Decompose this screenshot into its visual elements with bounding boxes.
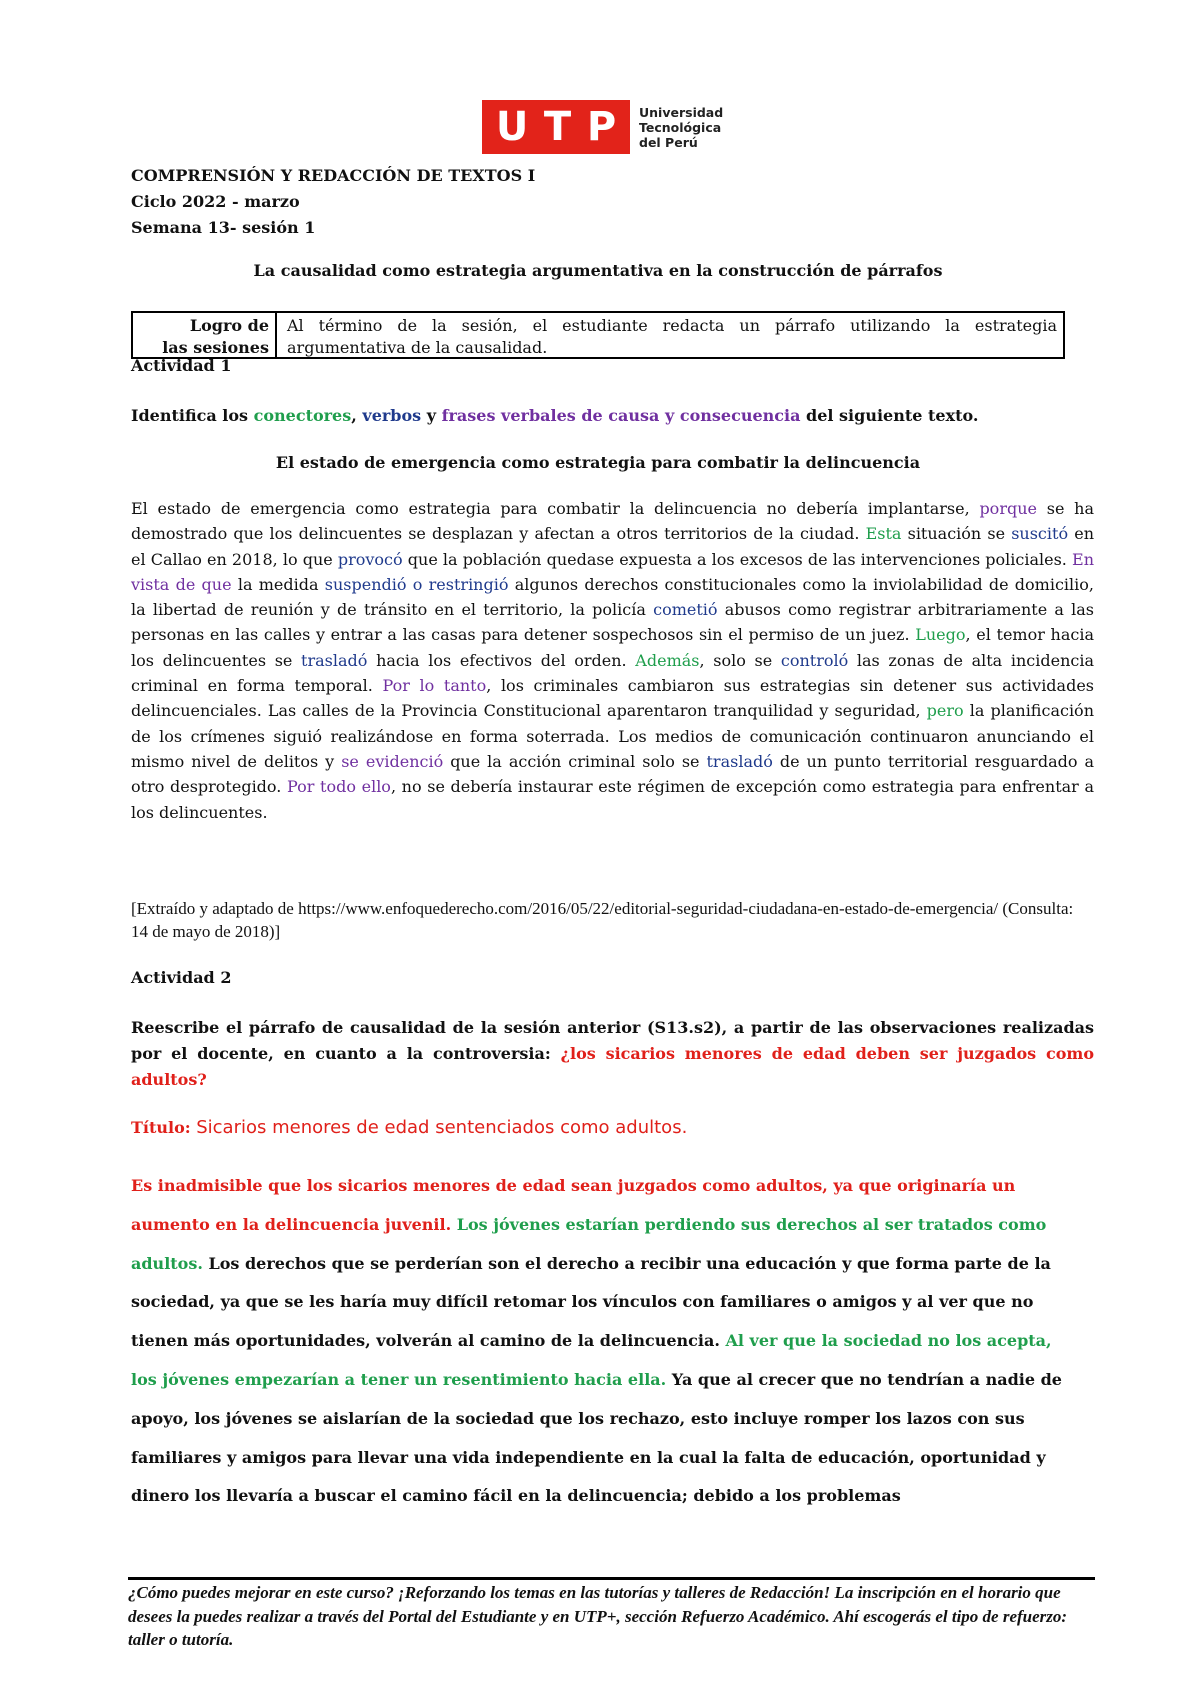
course-cycle: Ciclo 2022 - marzo xyxy=(131,192,300,211)
logro-label xyxy=(133,313,277,357)
activity-1-heading: Actividad 1 xyxy=(131,356,232,375)
connector: Esta xyxy=(865,524,902,544)
body-text: abusos como registrar arbitrariamente a las personas en las calles y entrar a las casas para detener sospechosos sin el permiso de un juez. xyxy=(131,600,1094,645)
body-text: El estado de emergencia como estrategia para combatir la delincuencia no debería implantarse, xyxy=(131,499,980,518)
course-week: Semana 13- sesión 1 xyxy=(131,218,316,237)
logro-table xyxy=(131,311,1065,359)
text-title: El estado de emergencia como estrategia para combatir la delincuencia xyxy=(275,453,921,472)
verb: cometió xyxy=(653,600,718,620)
body-text: las zonas de alta incidencia criminal en forma temporal. xyxy=(131,650,1095,696)
logo-text-line: Tecnológica xyxy=(639,119,722,135)
footer-note: ¿Cómo puedes mejorar en este curso? ¡Reforzando los temas en las tutorías y talleres de Redacción! La inscripción en el horario que desees la puedes realizar a través del Portal del Estudiante y en UTP+, sección Refuerzo Académico. Ahí escogerás el tipo de refuerzo: taller o tutoría. xyxy=(128,1583,1068,1649)
essay-title xyxy=(131,1117,1091,1138)
logo-letter-t: T xyxy=(543,104,572,150)
verbal-phrase: Por todo ello xyxy=(287,777,391,797)
title-label: Título: xyxy=(131,1118,197,1137)
thesis-sentence: Es inadmisible que los sicarios menores de edad sean juzgados como adultos, ya que originaría un aumento en la delincuencia juvenil. xyxy=(131,1176,1016,1234)
logro-label-line: Logro de xyxy=(189,316,269,335)
body-text: se ha demostrado que los delincuentes se desplazan y afectan a otros territorios de la ciudad. xyxy=(131,499,1095,544)
verbal-phrase: En vista de que xyxy=(131,549,1094,594)
verb: provocó xyxy=(337,549,403,569)
body-text: situación se xyxy=(901,524,1012,544)
body-text: la medida xyxy=(231,574,325,594)
support-text: Los derechos que se perderían son el derecho a recibir una educación y que forma parte de la sociedad, ya que se les haría muy difícil retomar los vínculos con familiares o amigos y al ver que no tienen más oportunidades, volverán al camino de la delincuencia. xyxy=(131,1253,1051,1351)
body-text: , solo se xyxy=(699,650,781,670)
support-text: Ya que al crecer que no tendrían a nadie de apoyo, los jóvenes se aislarían de la sociedad que los rechazo, esto incluye romper los lazos con sus familiares y amigos para llevar una vida independiente en la cual la falta de educación, oportunidad y dinero los llevaría a buscar el camino fácil en la delincuencia; debido a los problemas xyxy=(131,1369,1062,1506)
instr-verbal-phrases: frases verbales de causa y consecuencia xyxy=(441,406,801,425)
utp-logo-mark xyxy=(482,100,630,154)
verb: suscitó xyxy=(1011,524,1069,544)
body-text: , no se debería instaurar este régimen de excepción como estrategia para enfrentar a los delincuentes. xyxy=(131,777,1095,822)
body-text: en el Callao en 2018, lo que xyxy=(131,524,1094,569)
session-title: La causalidad como estrategia argumentativa en la construcción de párrafos xyxy=(253,261,943,280)
instr-verbs: verbos xyxy=(362,406,422,425)
logo-text-line: Universidad xyxy=(639,104,724,120)
instr-connectors: conectores xyxy=(253,406,352,425)
source-reference: [Extraído y adaptado de https://www.enfoquederecho.com/2016/05/22/editorial-seguridad-ciudadana-en-estado-de-emergencia/ (Consulta: 14 de mayo de 2018)] xyxy=(131,899,1074,941)
logro-text: Al término de la sesión, el estudiante redacta un párrafo utilizando la estrategia argumentativa de la causalidad. xyxy=(287,316,1057,357)
verb: trasladó xyxy=(301,650,368,670)
utp-logo xyxy=(482,100,723,154)
footer-divider xyxy=(128,1577,1095,1580)
connector: pero xyxy=(926,701,964,721)
body-text: que la población quedase expuesta a los excesos de las intervenciones policiales. xyxy=(402,549,1073,569)
sample-paragraph xyxy=(131,496,1094,825)
activity-1-instructions xyxy=(131,403,1091,429)
instr-text: Identifica los xyxy=(131,406,254,425)
controversy-question: ¿los sicarios menores de edad deben ser juzgados como adultos? xyxy=(131,1044,1095,1089)
course-header xyxy=(131,163,1091,241)
logo-text-line: del Perú xyxy=(639,134,698,150)
verb: trasladó xyxy=(706,751,773,771)
body-text: algunos derechos constitucionales como la inviolabilidad de domicilio, la libertad de reunión y de tránsito en el territorio, la policía xyxy=(131,574,1094,620)
logo-letter-u: U xyxy=(495,104,529,150)
body-text: de un punto territorial resguardado a otro desprotegido. xyxy=(131,751,1095,797)
logro-label-line: las sesiones xyxy=(162,338,269,357)
instr-text: del siguiente texto. xyxy=(800,406,979,425)
connector: Además xyxy=(635,650,700,670)
instr-text: , xyxy=(351,406,363,425)
verbal-phrase: Por lo tanto xyxy=(382,676,487,696)
body-text: hacia los efectivos del orden. xyxy=(367,650,636,670)
verb: suspendió o restringió xyxy=(324,574,509,594)
verbal-phrase: porque xyxy=(979,499,1037,518)
verb: controló xyxy=(780,650,849,670)
cause-sentence: Los jóvenes estarían perdiendo sus derechos al ser tratados como adultos. xyxy=(131,1214,1047,1273)
title-text: Sicarios menores de edad sentenciados como adultos. xyxy=(196,1117,688,1138)
course-name: COMPRENSIÓN Y REDACCIÓN DE TEXTOS I xyxy=(131,166,536,185)
logo-wordmark xyxy=(639,105,723,150)
body-text: , los criminales cambiaron sus estrategias sin detener sus actividades delincuenciales. Las calles de la Provincia Constitucional aparentaron tranquilidad y seguridad, xyxy=(131,676,1095,721)
student-paragraph xyxy=(131,1167,1071,1516)
body-text: que la acción criminal solo se xyxy=(443,751,707,771)
body-text: la planificación de los crímenes siguió realizándose en forma soterrada. Los medios de comunicación continuaron anunciando el mismo nivel de delitos y xyxy=(131,701,1094,771)
verbal-phrase: se evidenció xyxy=(341,751,444,771)
connector: Luego xyxy=(915,625,966,645)
instr-text: y xyxy=(421,406,442,425)
logo-letter-p: P xyxy=(586,104,617,150)
instr-text: Reescribe el párrafo de causalidad de la sesión anterior (S13.s2), a partir de las observaciones realizadas por el docente, en cuanto a la controversia: xyxy=(131,1018,1094,1063)
body-text: , el temor hacia los delincuentes se xyxy=(131,625,1094,670)
cause-sentence: Al ver que la sociedad no los acepta, los jóvenes empezarían a tener un resentimiento hacia ella. xyxy=(131,1331,1052,1389)
activity-2-heading: Actividad 2 xyxy=(131,968,232,987)
activity-2-instructions xyxy=(131,1015,1094,1093)
